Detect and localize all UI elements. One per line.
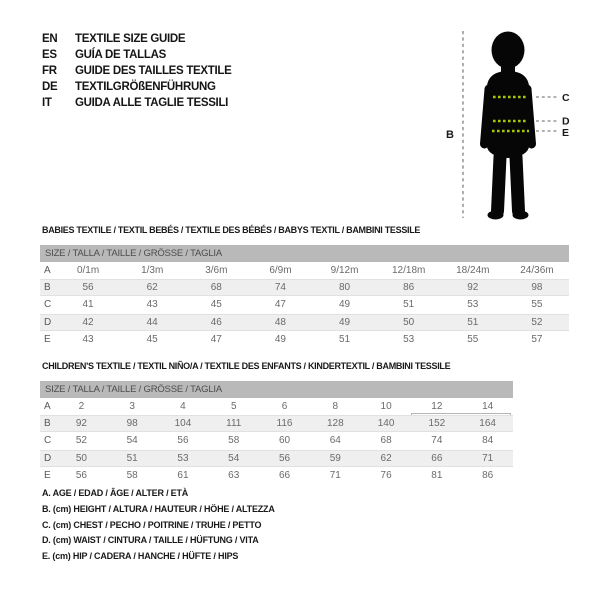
language-list — [42, 31, 232, 111]
table-cell: 68 — [210, 282, 222, 294]
table-cell: 111 — [226, 418, 242, 430]
table-cell: 49 — [339, 316, 351, 328]
table-row-A — [40, 398, 513, 415]
table-cell: 51 — [126, 452, 138, 464]
table-cell: 12 — [431, 401, 443, 413]
table-row-E — [40, 331, 569, 348]
lang-row-de — [42, 79, 232, 95]
table-cell: 152 — [428, 418, 446, 430]
lang-code: IT — [42, 97, 52, 109]
table-cell: 50 — [403, 316, 415, 328]
table-cell: 60 — [278, 435, 291, 447]
table-cell: 44 — [146, 316, 158, 328]
table-cell: 56 — [278, 452, 291, 464]
row-label: B — [44, 418, 51, 430]
table-cell: 41 — [82, 299, 94, 311]
table-cell: 52 — [75, 435, 87, 447]
table-row-B — [40, 279, 569, 296]
table-cell: 4 — [180, 401, 186, 413]
table-cell: 52 — [531, 316, 543, 328]
table-cell: 54 — [228, 452, 240, 464]
children-table-body — [40, 398, 513, 484]
table-cell: 59 — [329, 452, 341, 464]
lang-row-it — [42, 95, 232, 111]
table-cell: 86 — [403, 282, 415, 294]
table-cell: 62 — [146, 282, 158, 294]
legend-line-hip: E. (cm) HIP / CADERA / HANCHE / HÜFTE / HIPS — [42, 551, 239, 562]
table-cell: 56 — [82, 282, 94, 294]
child-silhouette-figure — [440, 15, 585, 230]
table-cell: 51 — [467, 316, 479, 328]
table-cell: 74 — [274, 282, 286, 294]
table-cell: 50 — [75, 452, 87, 464]
babies-table-body — [40, 262, 569, 348]
hip-label: E — [562, 127, 570, 139]
table-row-D — [40, 314, 569, 331]
table-cell: 92 — [467, 282, 479, 294]
lang-title: GUIDE DES TAILLES TEXTILE — [75, 65, 232, 77]
table-cell: 12/18m — [392, 265, 426, 277]
table-cell: 45 — [146, 333, 158, 345]
table-cell: 0/1m — [76, 265, 100, 277]
row-label: E — [44, 333, 51, 345]
table-cell: 98 — [531, 282, 543, 294]
table-cell: 56 — [75, 469, 87, 481]
table-cell: 42 — [82, 316, 94, 328]
row-label: C — [44, 299, 52, 311]
silhouette-shape — [485, 32, 532, 220]
table-cell: 86 — [482, 469, 494, 481]
table-cell: 62 — [380, 452, 392, 464]
table-row-A — [40, 262, 569, 279]
table-cell: 56 — [177, 435, 189, 447]
table-cell: 128 — [326, 418, 344, 430]
table-cell: 54 — [126, 435, 138, 447]
lang-title: TEXTILGRÖßENFÜHRUNG — [75, 81, 216, 93]
chest-label: C — [562, 92, 570, 104]
table-row-D — [40, 450, 513, 467]
table-cell: 66 — [278, 469, 291, 481]
waist-label: D — [562, 115, 570, 128]
lang-code: ES — [42, 49, 57, 61]
table-cell: 14 — [482, 401, 494, 413]
table-cell: 55 — [467, 333, 479, 345]
table-cell: 57 — [531, 333, 543, 345]
lang-title: GUÍA DE TALLAS — [75, 49, 166, 61]
table-cell: 98 — [126, 418, 138, 430]
row-label: A — [44, 265, 51, 277]
table-cell: 61 — [177, 469, 189, 481]
table-cell: 71 — [329, 469, 341, 481]
measurement-legend — [42, 486, 275, 565]
table-cell: 6/9m — [269, 265, 292, 277]
row-label: B — [44, 282, 51, 294]
lang-title: TEXTILE SIZE GUIDE — [75, 33, 186, 45]
table-cell: 74 — [431, 435, 443, 447]
table-cell: 140 — [377, 418, 395, 430]
table-row-B — [40, 415, 513, 432]
table-cell: 3 — [129, 401, 135, 413]
table-row-C — [40, 432, 513, 449]
lang-code: DE — [42, 81, 58, 93]
table-cell: 53 — [177, 452, 189, 464]
table-cell: 116 — [276, 418, 293, 430]
children-section — [40, 361, 513, 484]
lang-row-es — [42, 47, 232, 63]
table-cell: 5 — [230, 401, 237, 413]
table-cell: 164 — [479, 418, 496, 430]
table-cell: 49 — [274, 333, 286, 345]
table-cell: 51 — [403, 299, 415, 311]
table-cell: 46 — [210, 316, 222, 328]
table-cell: 24/36m — [520, 265, 554, 277]
row-label: D — [44, 452, 52, 464]
table-cell: 63 — [228, 469, 240, 481]
table-cell: 66 — [431, 452, 443, 464]
table-cell: 58 — [228, 435, 240, 447]
table-cell: 48 — [274, 316, 286, 328]
table-cell: 84 — [482, 435, 494, 447]
table-cell: 64 — [329, 435, 341, 447]
babies-section — [40, 225, 569, 348]
lang-code: EN — [42, 33, 58, 45]
children-table-header: SIZE / TALLA / TAILLE / GRÖSSE / TAGLIA — [40, 381, 513, 398]
babies-section-title: BABIES TEXTILE / TEXTIL BEBÉS / TEXTILE DES BÉBÉS / BABYS TEXTIL / BAMBINI TESSILE — [42, 225, 421, 235]
table-cell: 6 — [281, 401, 288, 413]
table-cell: 71 — [482, 452, 494, 464]
table-cell: 10 — [380, 401, 392, 413]
children-section-title: CHILDREN'S TEXTILE / TEXTIL NIÑO/A / TEXTILE DES ENFANTS / KINDERTEXTIL / BAMBINI TESSILE — [42, 361, 451, 371]
table-cell: 53 — [467, 299, 479, 311]
height-label: B — [446, 129, 454, 141]
legend-line-height: B. (cm) HEIGHT / ALTURA / HAUTEUR / HÖHE / ALTEZZA — [42, 503, 275, 514]
legend-line-chest: C. (cm) CHEST / PECHO / POITRINE / TRUHE / PETTO — [42, 519, 262, 530]
babies-table-header: SIZE / TALLA / TAILLE / GRÖSSE / TAGLIA — [40, 245, 569, 262]
table-cell: 58 — [126, 469, 138, 481]
row-label: C — [44, 435, 52, 447]
table-cell: 76 — [380, 469, 392, 481]
lang-code: FR — [42, 65, 57, 77]
table-cell: 43 — [146, 299, 158, 311]
table-cell: 104 — [174, 418, 192, 430]
table-cell: 2 — [78, 401, 85, 413]
table-cell: 43 — [82, 333, 94, 345]
table-cell: 18/24m — [456, 265, 490, 277]
row-label: A — [44, 401, 51, 413]
table-cell: 53 — [403, 333, 415, 345]
table-cell: 80 — [339, 282, 351, 294]
table-cell: 45 — [210, 299, 222, 311]
table-cell: 55 — [531, 299, 543, 311]
row-label: E — [44, 469, 51, 481]
legend-line-waist: D. (cm) WAIST / CINTURA / TAILLE / HÜFTUNG / VITA — [42, 535, 259, 546]
table-cell: 92 — [75, 418, 87, 430]
legend-line-age: A. AGE / EDAD / ÂGE / ALTER / ETÀ — [42, 488, 189, 498]
table-cell: 8 — [332, 401, 339, 413]
table-cell: 49 — [339, 299, 351, 311]
lang-row-fr — [42, 63, 232, 79]
table-cell: 1/3m — [141, 265, 164, 277]
table-cell: 9/12m — [330, 265, 359, 277]
table-cell: 3/6m — [205, 265, 228, 277]
table-cell: 51 — [339, 333, 351, 345]
table-cell: 68 — [380, 435, 392, 447]
lang-title: GUIDA ALLE TAGLIE TESSILI — [75, 97, 229, 109]
table-cell: 47 — [274, 299, 286, 311]
table-cell: 47 — [210, 333, 222, 345]
table-cell: 81 — [431, 469, 443, 481]
table-row-E — [40, 467, 513, 484]
lang-row-en — [42, 31, 232, 47]
table-row-C — [40, 296, 569, 313]
row-label: D — [44, 316, 52, 328]
